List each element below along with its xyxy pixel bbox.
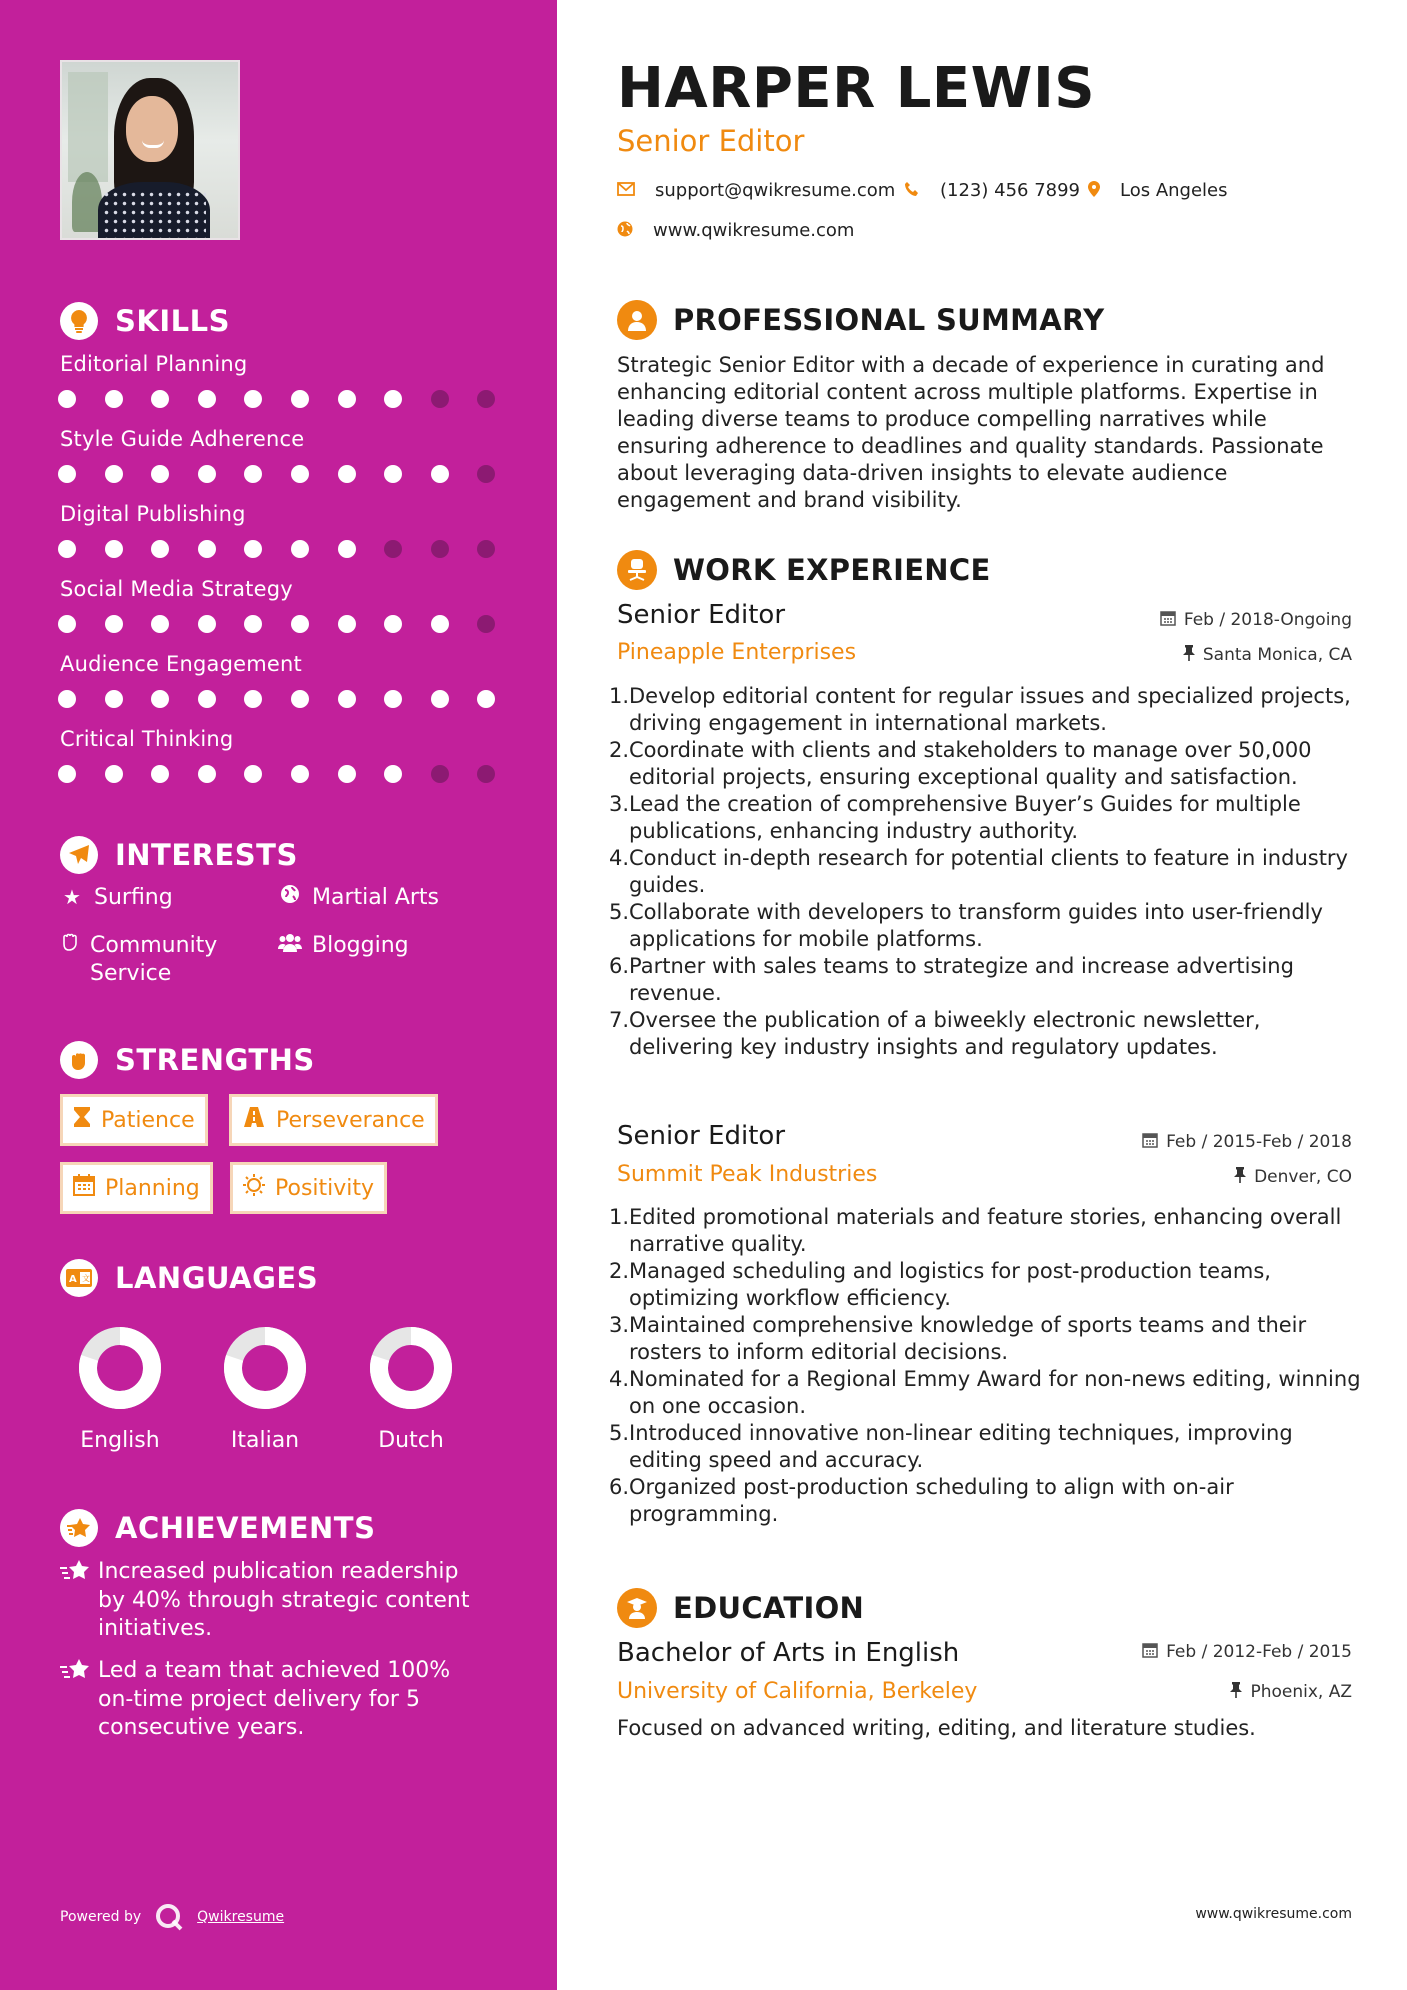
education-description: Focused on advanced writing, editing, and literature studies. (617, 1716, 1256, 1740)
rating-dot-filled (105, 465, 123, 483)
rating-dot-filled (151, 690, 169, 708)
lightbulb-icon (60, 302, 98, 340)
school-name: University of California, Berkeley (617, 1679, 978, 1704)
rating-dot-filled (198, 765, 216, 783)
calendar-icon (1142, 1132, 1158, 1152)
strength-badge: Perseverance (229, 1094, 438, 1146)
qwikresume-logo-icon (155, 1903, 183, 1931)
achievements-heading: ACHIEVEMENTS (60, 1509, 375, 1547)
contact-website[interactable]: www.qwikresume.com (617, 220, 854, 241)
strength-badge: Positivity (230, 1162, 387, 1214)
list-item: 5. Introduced innovative non-linear editing techniques, improving editing speed and accuracy. (609, 1421, 1293, 1472)
rating-dot-filled (151, 765, 169, 783)
skill-rating (58, 615, 524, 633)
job-responsibilities (609, 1204, 1369, 1528)
job-location: Denver, CO (1234, 1167, 1352, 1187)
rating-dot-filled (198, 465, 216, 483)
contact-phone[interactable]: (123) 456 7899 (904, 180, 1080, 201)
rating-dot-filled (198, 690, 216, 708)
office-chair-icon (617, 550, 657, 590)
hand-icon (60, 932, 80, 958)
rating-dot-filled (105, 765, 123, 783)
globe-icon (278, 884, 302, 910)
rating-dot-filled (291, 465, 309, 483)
rating-dot-filled (58, 765, 76, 783)
candidate-role: Senior Editor (617, 124, 805, 158)
map-pin-icon (1088, 181, 1100, 201)
rating-dot-filled (244, 690, 262, 708)
list-item: 6. Organized post-production scheduling to align with on-air programming. (609, 1475, 1234, 1526)
list-item: 5. Collaborate with developers to transform guides into user-friendly applications for mobile platforms. (609, 900, 1323, 951)
language-item: Italian (220, 1326, 310, 1453)
rating-dot-filled (291, 765, 309, 783)
list-item: 2. Managed scheduling and logistics for post-production teams, optimizing workflow efficiency. (609, 1259, 1271, 1310)
skill-rating (58, 390, 524, 408)
skill-rating (58, 690, 524, 708)
skill-label: Audience Engagement (60, 652, 302, 676)
education-location: Phoenix, AZ (1230, 1682, 1352, 1702)
languages-heading: A 文 LANGUAGES (60, 1259, 318, 1297)
achievement-item: Led a team that achieved 100% on-time project delivery for 5 consecutive years. (60, 1657, 490, 1743)
rating-dot-filled (105, 690, 123, 708)
rating-dot-filled (105, 615, 123, 633)
interest-item: Blogging (278, 932, 409, 960)
rating-dot-empty (431, 390, 449, 408)
list-item: 1. Edited promotional materials and feature stories, enhancing overall narrative quality. (609, 1205, 1342, 1256)
envelope-icon (617, 181, 635, 200)
job-dates: Feb / 2015-Feb / 2018 (1142, 1132, 1352, 1152)
rating-dot-filled (244, 540, 262, 558)
rating-dot-filled (151, 615, 169, 633)
powered-by: Powered by Qwikresume (60, 1903, 284, 1931)
rating-dot-filled (105, 390, 123, 408)
calendar-icon (73, 1174, 95, 1202)
calendar-icon (1142, 1642, 1158, 1662)
contact-location: Los Angeles (1088, 180, 1228, 201)
experience-heading: WORK EXPERIENCE (617, 550, 991, 590)
rating-dot-empty (384, 540, 402, 558)
rating-dot-filled (151, 390, 169, 408)
language-icon (60, 1259, 98, 1297)
rating-dot-filled (198, 390, 216, 408)
svg-text:A: A (69, 1274, 77, 1285)
skills-heading: SKILLS (60, 302, 230, 340)
list-item: 2. Coordinate with clients and stakeholders to manage over 50,000 editorial projects, ensuring exceptional quality and satisfaction. (609, 738, 1312, 789)
rating-dot-filled (338, 465, 356, 483)
rating-dot-empty (477, 390, 495, 408)
rating-dot-filled (105, 540, 123, 558)
calendar-icon (1160, 610, 1176, 630)
shooting-star-icon (60, 1558, 92, 1644)
list-item: 3. Maintained comprehensive knowledge of sports teams and their rosters to inform editorial decisions. (609, 1313, 1307, 1364)
rating-dot-filled (198, 540, 216, 558)
rating-dot-filled (58, 690, 76, 708)
rating-dot-empty (477, 540, 495, 558)
rating-dot-filled (338, 540, 356, 558)
job-title: Senior Editor (617, 1121, 786, 1151)
star-icon: ★ (63, 885, 81, 909)
skill-label: Social Media Strategy (60, 577, 293, 601)
star-badge-icon (60, 1509, 98, 1547)
strength-badge: Planning (60, 1162, 213, 1214)
rating-dot-filled (431, 615, 449, 633)
rating-dot-filled (384, 615, 402, 633)
interest-item: Community Service (60, 932, 250, 988)
list-item: 4. Conduct in-depth research for potential clients to feature in industry guides. (609, 846, 1348, 897)
strengths-heading: STRENGTHS (60, 1041, 315, 1079)
svg-text:文: 文 (82, 1274, 90, 1283)
users-icon (278, 932, 302, 958)
user-icon (617, 300, 657, 340)
degree-title: Bachelor of Arts in English (617, 1638, 960, 1668)
rating-dot-filled (431, 690, 449, 708)
rating-dot-empty (477, 765, 495, 783)
rating-dot-filled (58, 615, 76, 633)
footer-website[interactable]: www.qwikresume.com (1195, 1906, 1352, 1922)
pushpin-icon (1230, 1682, 1242, 1702)
rating-dot-filled (384, 465, 402, 483)
rating-dot-filled (58, 390, 76, 408)
rating-dot-filled (431, 465, 449, 483)
sun-icon (243, 1174, 265, 1202)
achievement-item: Increased publication readership by 40% through strategic content initiatives. (60, 1558, 490, 1644)
job-company: Summit Peak Industries (617, 1162, 878, 1187)
job-title: Senior Editor (617, 600, 786, 630)
main-content (557, 0, 1407, 1990)
rating-dot-filled (58, 465, 76, 483)
skill-label: Critical Thinking (60, 727, 234, 751)
education-dates: Feb / 2012-Feb / 2015 (1142, 1642, 1352, 1662)
rating-dot-filled (291, 615, 309, 633)
rating-dot-filled (384, 390, 402, 408)
rating-dot-filled (338, 690, 356, 708)
interests-heading: INTERESTS (60, 836, 298, 874)
list-item: 1. Develop editorial content for regular issues and specialized projects, driving engagement in international markets. (609, 684, 1351, 735)
list-item: 6. Partner with sales teams to strategize and increase advertising revenue. (609, 954, 1294, 1005)
job-dates: Feb / 2018-Ongoing (1160, 610, 1352, 630)
hourglass-icon (73, 1106, 91, 1134)
rating-dot-empty (477, 615, 495, 633)
job-location: Santa Monica, CA (1183, 645, 1352, 665)
rating-dot-empty (431, 765, 449, 783)
shooting-star-icon (60, 1657, 92, 1743)
interest-item: Martial Arts (278, 884, 439, 912)
language-item: Dutch (366, 1326, 456, 1453)
list-item: 4. Nominated for a Regional Emmy Award for non-news editing, winning on one occasion. (609, 1367, 1361, 1418)
pushpin-icon (1183, 645, 1195, 665)
rating-dot-filled (151, 540, 169, 558)
rating-dot-filled (338, 765, 356, 783)
language-level-donut (223, 1326, 307, 1410)
list-item: 3. Lead the creation of comprehensive Buyer’s Guides for multiple publications, enhancing industry authority. (609, 792, 1301, 843)
rating-dot-empty (431, 540, 449, 558)
graduate-icon (617, 1588, 657, 1628)
language-level-donut (78, 1326, 162, 1410)
rating-dot-filled (291, 540, 309, 558)
strength-badge: Patience (60, 1094, 208, 1146)
rating-dot-filled (384, 690, 402, 708)
job-company: Pineapple Enterprises (617, 640, 857, 665)
pushpin-icon (1234, 1167, 1246, 1187)
skill-label: Digital Publishing (60, 502, 246, 526)
rating-dot-filled (384, 765, 402, 783)
skill-rating (58, 540, 524, 558)
job-responsibilities (609, 683, 1369, 1061)
list-item: 7. Oversee the publication of a biweekly electronic newsletter, delivering key industry insights and regulatory updates. (609, 1008, 1261, 1059)
rating-dot-filled (338, 390, 356, 408)
qwikresume-link[interactable]: Qwikresume (197, 1909, 285, 1925)
skill-label: Editorial Planning (60, 352, 248, 376)
language-level-donut (369, 1326, 453, 1410)
rating-dot-filled (477, 690, 495, 708)
skill-rating (58, 465, 524, 483)
rating-dot-filled (338, 615, 356, 633)
rating-dot-filled (244, 465, 262, 483)
contact-email[interactable]: support@qwikresume.com (617, 180, 895, 201)
rating-dot-filled (244, 615, 262, 633)
fist-icon (60, 1041, 98, 1079)
profile-photo (60, 60, 240, 240)
language-item: English (75, 1326, 165, 1453)
globe-icon (617, 221, 633, 241)
rating-dot-filled (198, 615, 216, 633)
rating-dot-empty (477, 465, 495, 483)
sidebar (0, 0, 557, 1990)
phone-icon (904, 181, 920, 201)
summary-text: Strategic Senior Editor with a decade of experience in curating and enhancing editorial content across multiple platforms. Expertise in leading diverse teams to produce compelling narratives while ensuring adherence to deadlines and quality standards. Passionate about leveraging data-driven insights to elevate audience engagement and brand visibility. (617, 353, 1325, 512)
skill-label: Style Guide Adherence (60, 427, 305, 451)
paper-plane-icon (60, 836, 98, 874)
skill-rating (58, 765, 524, 783)
rating-dot-filled (244, 765, 262, 783)
rating-dot-filled (244, 390, 262, 408)
rating-dot-filled (291, 690, 309, 708)
rating-dot-filled (58, 540, 76, 558)
rating-dot-filled (151, 465, 169, 483)
rating-dot-filled (291, 390, 309, 408)
interest-item: ★ Surfing (60, 884, 173, 912)
road-icon (242, 1107, 266, 1133)
candidate-name: HARPER LEWIS (617, 56, 1096, 121)
education-heading: EDUCATION (617, 1588, 864, 1628)
summary-heading: PROFESSIONAL SUMMARY (617, 300, 1104, 340)
